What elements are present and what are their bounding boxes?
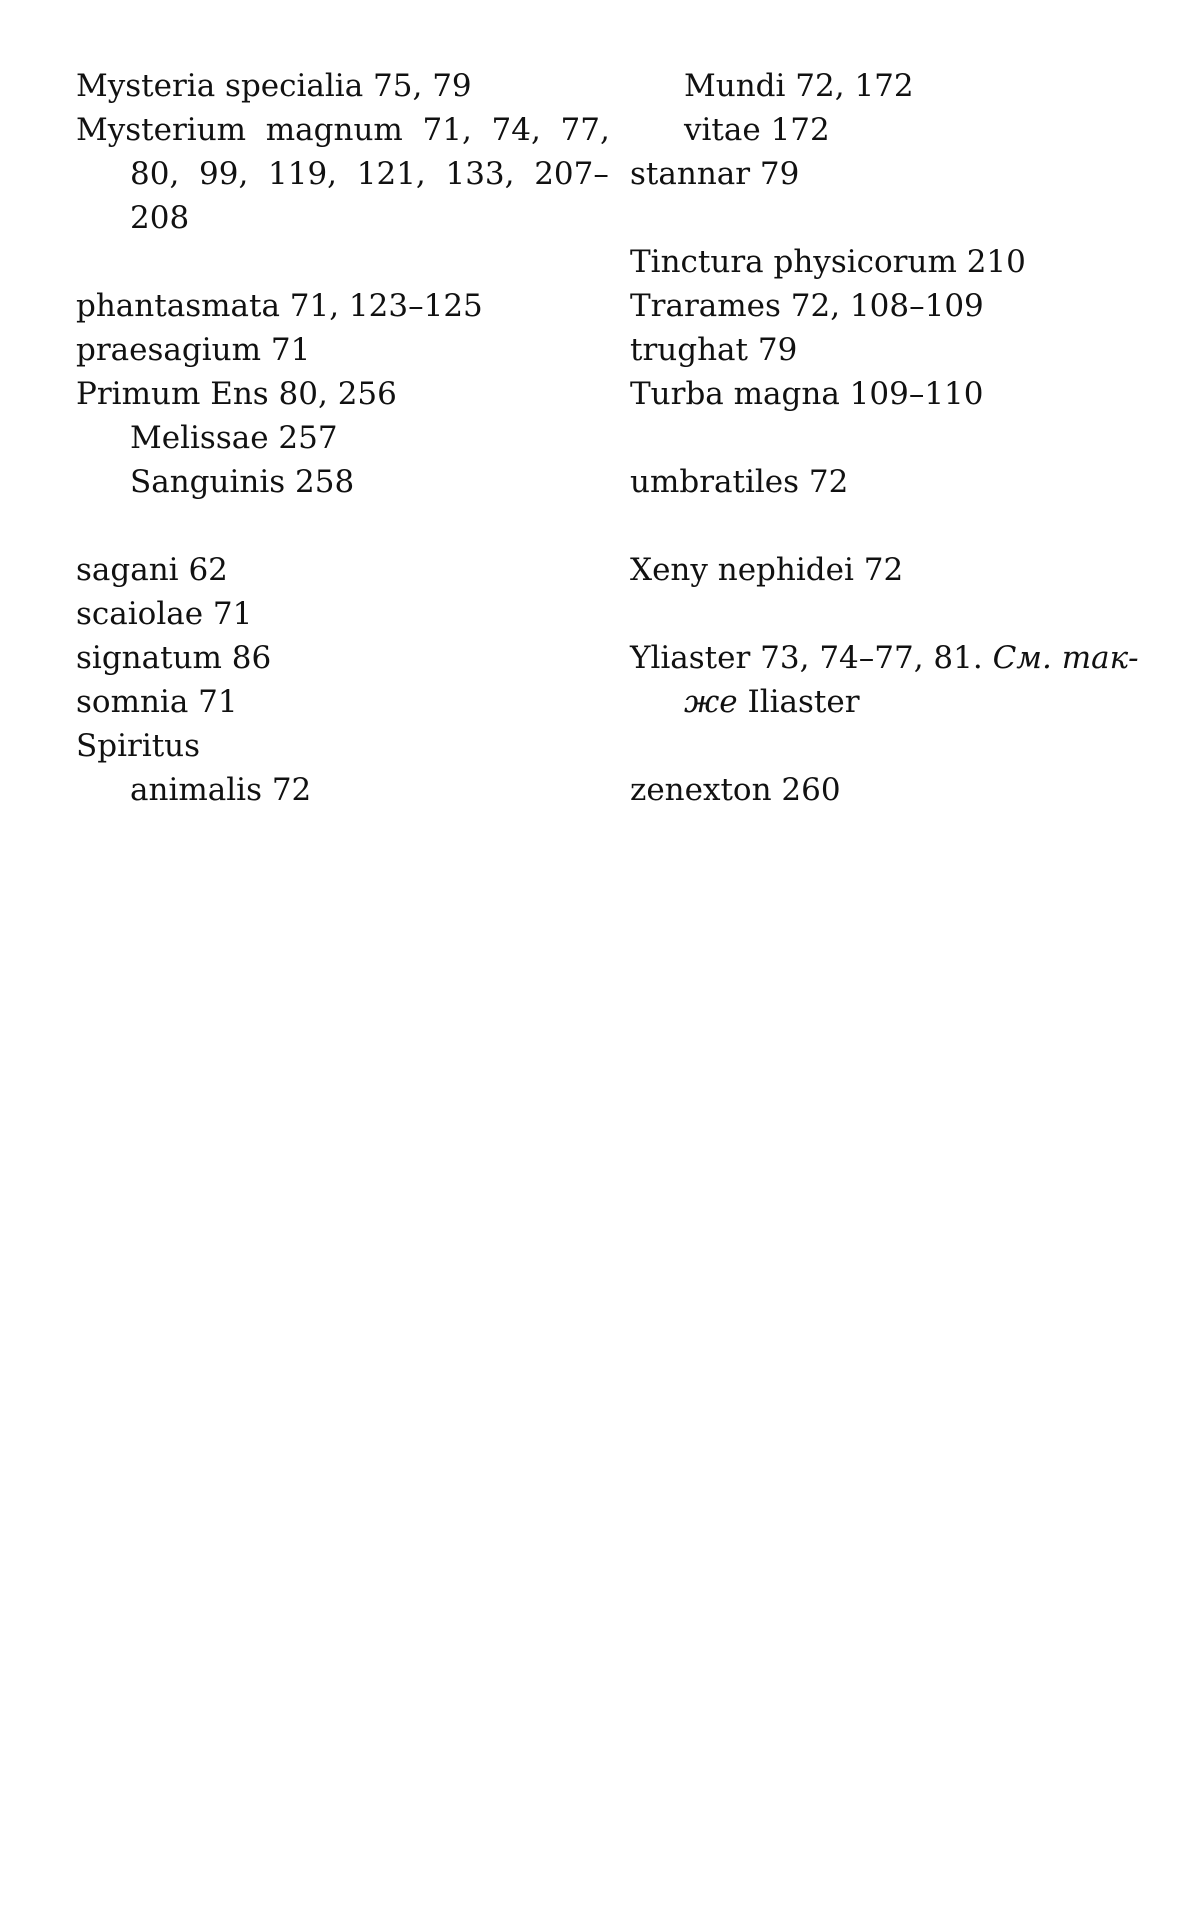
index-subentry-mundi: Mundi 72, 172 [684, 68, 914, 104]
index-column-right [630, 64, 1150, 812]
yliaster-pages: Yliaster 73, 74–77, 81. [630, 640, 993, 676]
see-also-marker: См. так- [992, 640, 1139, 676]
index-entry-yliaster-cont [630, 680, 1150, 724]
section-gap [630, 504, 1150, 548]
index-subentry-vitae: vitae 172 [684, 112, 830, 148]
index-entry-primum-ens: Primum Ens 80, 256 [76, 376, 397, 412]
index-entry-signatum: signatum 86 [76, 640, 272, 676]
index-entry-umbratiles: umbratiles 72 [630, 464, 849, 500]
index-entry-sagani: sagani 62 [76, 552, 228, 588]
index-entry-trughat: trughat 79 [630, 332, 798, 368]
index-entry-phantasmata: phantasmata 71, 123–125 [76, 288, 483, 324]
section-gap [76, 504, 596, 548]
index-entry-turba-magna: Turba magna 109–110 [630, 376, 984, 412]
index-entry-mysteria-specialia: Mysteria specialia 75, 79 [76, 68, 472, 104]
index-entry-trarames: Trarames 72, 108–109 [630, 288, 984, 324]
index-entry-mysterium-magnum: Mysterium magnum 71, 74, 77, [76, 112, 610, 148]
section-gap [630, 196, 1150, 240]
index-entry-scaiolae: scaiolae 71 [76, 596, 253, 632]
section-gap [630, 724, 1150, 768]
index-entry-tinctura: Tinctura physicorum 210 [630, 244, 1026, 280]
section-gap [630, 416, 1150, 460]
index-entry-spiritus: Spiritus [76, 728, 201, 764]
index-subentry-melissae: Melissae 257 [130, 420, 338, 456]
index-entry-mysterium-magnum-cont: 80, 99, 119, 121, 133, 207– [130, 156, 609, 192]
section-gap [76, 240, 596, 284]
see-also-marker-cont: же [684, 684, 738, 720]
index-subentry-sanguinis: Sanguinis 258 [130, 464, 355, 500]
index-entry-xeny-nephidei: Xeny nephidei 72 [630, 552, 904, 588]
index-entry-stannar: stannar 79 [630, 156, 800, 192]
index-entry-praesagium: praesagium 71 [76, 332, 311, 368]
index-entry-zenexton: zenexton 260 [630, 772, 841, 808]
index-subentry-animalis: animalis 72 [130, 772, 312, 808]
index-column-left [76, 64, 610, 812]
see-also-target: Iliaster [737, 684, 860, 720]
index-entry-yliaster [630, 636, 1150, 680]
index-entry-mysterium-magnum-cont2: 208 [130, 200, 190, 236]
section-gap [630, 592, 1150, 636]
index-entry-somnia: somnia 71 [76, 684, 238, 720]
